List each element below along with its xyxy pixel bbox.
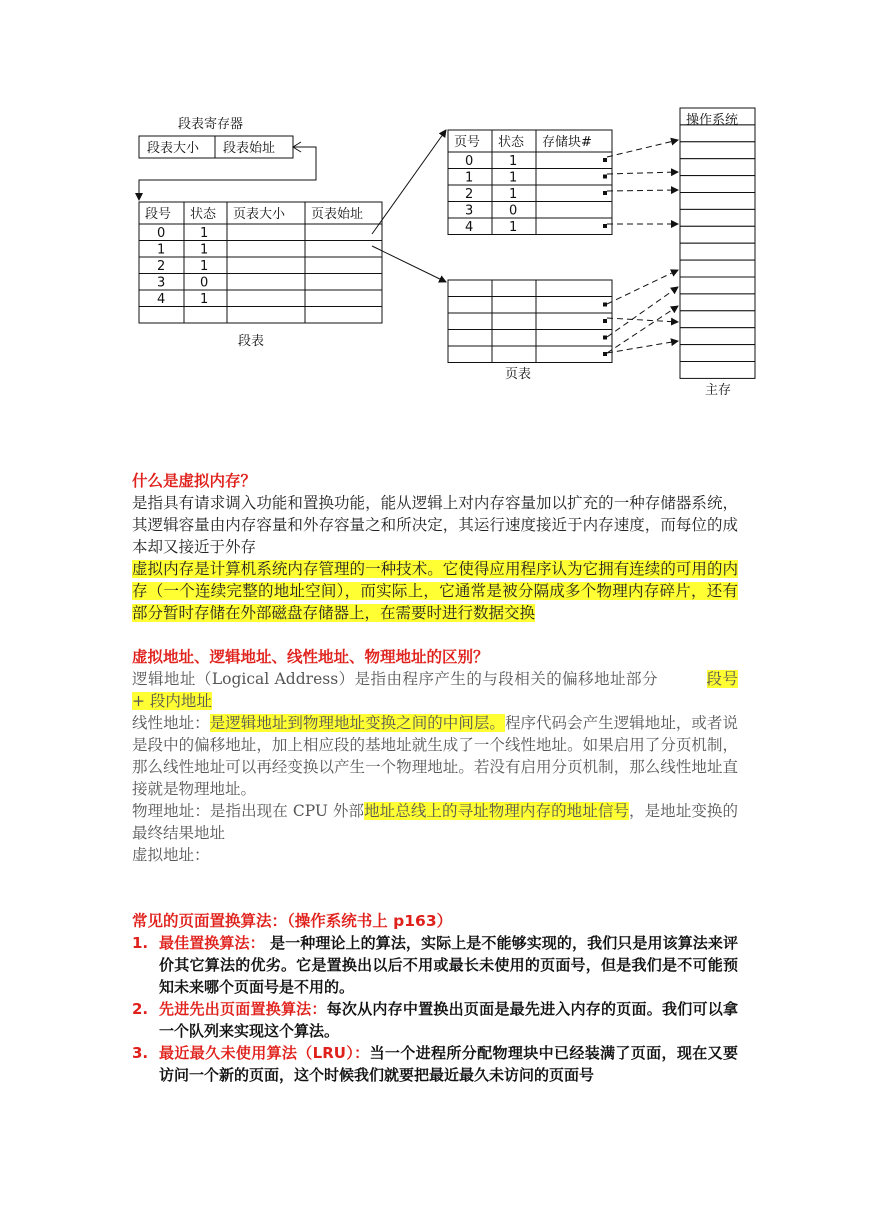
seg-table-segno: 4 [157,292,166,307]
list-item-number: 3. [132,1044,149,1062]
algorithm-list [132,932,738,1086]
seg-table-segno: 1 [157,242,166,258]
seg-register-title: 段表寄存器 [178,117,244,132]
page-table-status: 0 [509,203,518,219]
list-item-text: 每次从内存中置换出页面是最先进入内存的页面。我们可以拿一个队列来实现这个算法。 [159,1000,738,1040]
linear-address-highlight: 是逻辑地址到物理地址变换之间的中间层。 [209,714,505,732]
page-table-cell [448,280,492,297]
page-table-pageno: 3 [465,203,474,219]
page-table-cell [448,330,492,347]
page-table-pageno: 0 [465,154,474,169]
seg-table-cell [227,290,305,307]
frame-mapping-arrow [607,190,678,191]
page-table-caption: 页表 [505,367,532,382]
memory-frame [680,142,755,159]
section2-heading: 虚拟地址、逻辑地址、线性地址、物理地址的区别？ [132,648,489,666]
memory-frame [680,328,755,345]
list-item-text: 是一种理论上的算法，实际上是不能够实现的，我们只是用该算法来评价其它算法的优劣。它是置换出以后不用或最长未使用的页面号，但是我们是不可能预知未来哪个页面号是不用的。 [159,934,738,996]
virtual-address-para: 虚拟地址： [132,846,210,864]
physical-address-rest: ，是地址变换的最终结果地址 [132,802,738,842]
seg-table-header-label: 段号 [145,207,172,222]
frame-mapping-arrow [607,318,678,322]
segment-table [139,202,382,323]
physical-address-highlight: 地址总线上的寻址物理内存的地址信号 [364,802,629,820]
page-table-cell [492,330,536,347]
page-table-pageno: 1 [465,170,474,186]
memory-frame [680,193,755,210]
seg-table-cell [227,307,305,324]
page-table-pageno: 4 [465,220,474,235]
page-table-header-label: 存储块# [542,135,592,150]
list-item [132,932,738,998]
section1-para2-highlight: 虚拟内存是计算机系统内存管理的一种技术。它使得应用程序认为它拥有连续的可用的内存（一个连续完整的地址空间），而实际上，它通常是被分隔成多个物理内存碎片，还有部分暂时存储在外部磁盘存储器上，在需要时进行数据交换 [132,560,738,622]
memory-frame [680,311,755,328]
physical-address-label: 物理地址：是指出现在 CPU 外部 [132,802,365,820]
seg-table-cell [184,307,227,324]
document-body [132,470,738,1086]
seg-table-cell [139,307,184,324]
memory-title: 操作系统 [686,113,739,128]
page-table-cell [448,313,492,330]
frame-mapping-arrows [607,140,678,353]
page-table-cell [536,313,612,330]
memory-frame [680,260,755,277]
seg-table-cell [227,257,305,274]
page-table-2 [448,280,612,363]
memory-frame [680,176,755,193]
page-table-cell [536,297,612,314]
seg-table-header-label: 页表大小 [233,207,286,222]
seg-table-status: 1 [200,259,209,274]
list-item-title: 先进先出页面置换算法： [159,1000,327,1018]
seg0-to-pagetable-arrow [372,130,446,234]
seg-table-cell [305,274,382,291]
list-item-number: 2. [132,1000,149,1018]
section3-heading: 常见的页面置换算法：（操作系统书上 p163） [132,912,453,930]
memory-frame [680,159,755,176]
linear-address-rest: 程序代码会产生逻辑地址，或者说是段中的偏移地址，加上相应段的基地址就生成了一个线性地址。如果启用了分页机制，那么线性地址可以再经变换以产生一个物理地址。若没有启用分页机制，那么线性地址直接就是物理地址。 [132,714,738,798]
page-table-status: 1 [509,187,518,202]
memory-frame [680,277,755,294]
page-table-cell [536,202,612,219]
page-table-cell [536,152,612,169]
logical-address-highlight: 段号 + 段内地址 [132,670,738,710]
list-item-text: 当一个进程所分配物理块中已经装满了页面，现在又要访问一个新的页面，这个时候我们就要把最近最久未访问的页面号 [159,1044,738,1084]
memory-frame [680,362,755,379]
memory-caption: 主存 [705,383,732,398]
frame-pointer-dot [603,175,607,179]
physical-address-para [132,800,738,844]
seg-table-cell [305,307,382,324]
frame-mapping-arrow [607,270,678,304]
segment-paging-diagram [0,0,869,440]
section1-para1: 是指具有请求调入功能和置换功能，能从逻辑上对内存容量加以扩充的一种存储器系统，其逻辑容量由内存容量和外存容量之和所决定，其运行速度接近于内存速度，而每位的成本却又接近于外存 [132,494,738,556]
seg-register-col-size: 段表大小 [147,141,200,156]
page-table-cell [448,346,492,363]
list-item [132,998,738,1042]
page-table-cell [492,297,536,314]
linear-address-label: 线性地址： [132,714,210,732]
seg-table-status: 0 [200,275,209,291]
section-addresses [132,646,738,866]
section-page-replacement [132,910,738,1086]
section1-heading: 什么是虚拟内存？ [132,472,257,490]
page-table-cell [536,218,612,235]
page-table-header-label: 状态 [498,135,525,150]
frame-mapping-arrow [607,172,678,174]
page-table-cell [536,330,612,347]
memory-frame [680,345,755,362]
seg-register-col-start: 段表始址 [223,141,276,156]
seg-table-cell [227,224,305,241]
page-table-cell [492,313,536,330]
seg-table-status: 1 [200,242,209,258]
section1-para2 [132,558,738,624]
page-table-1 [448,130,612,235]
seg-table-caption: 段表 [238,334,265,349]
section-virtual-memory [132,470,738,624]
frame-pointer-dot [603,319,607,323]
linear-address-para [132,712,738,800]
memory-frame [680,243,755,260]
seg-table-segno: 3 [157,275,166,291]
list-item-title: 最佳置换算法： [159,934,265,952]
list-item-number: 1. [132,934,149,952]
page-table-cell [492,280,536,297]
list-item-title: 最近最久未使用算法（LRU）： [159,1044,370,1062]
frame-mapping-arrow [607,341,678,353]
seg1-to-pagetable-arrow [372,246,446,282]
memory-frame [680,209,755,226]
frame-pointer-dot [603,224,607,228]
memory-frame [680,226,755,243]
logical-address-para [132,668,738,712]
seg-table-cell [227,274,305,291]
memory-frame [680,294,755,311]
seg-table-cell [305,224,382,241]
page-table-status: 1 [509,220,518,235]
page-table-header-label: 页号 [454,135,481,150]
seg-table-status: 1 [200,292,209,307]
seg-table-segno: 0 [157,226,166,241]
seg-table-cell [305,290,382,307]
seg-table-cell [305,257,382,274]
page-table-cell [536,169,612,186]
page-table-pageno: 2 [465,187,474,202]
logical-address-text: 逻辑地址（Logical Address）是指由程序产生的与段相关的偏移地址部分 [132,670,658,688]
seg-table-cell [305,241,382,258]
page-table-status: 1 [509,170,518,186]
seg-table-header-label: 状态 [190,207,217,222]
page-table-cell [492,346,536,363]
frame-pointer-dot [603,352,607,356]
list-item [132,1042,738,1086]
page-table-cell [536,280,612,297]
page-table-cell [536,346,612,363]
seg-table-status: 1 [200,226,209,241]
seg-table-header-label: 页表始址 [311,207,364,222]
frame-pointer-dot [603,336,607,340]
seg-table-cell [227,241,305,258]
frame-mapping-arrow [607,140,678,157]
page-table-cell [448,297,492,314]
page-table-cell [536,185,612,202]
page-table-status: 1 [509,154,518,169]
frame-pointer-dot [603,158,607,162]
seg-table-segno: 2 [157,259,166,274]
main-memory [680,108,755,378]
frame-pointer-dot [603,303,607,307]
frame-pointer-dot [603,191,607,195]
